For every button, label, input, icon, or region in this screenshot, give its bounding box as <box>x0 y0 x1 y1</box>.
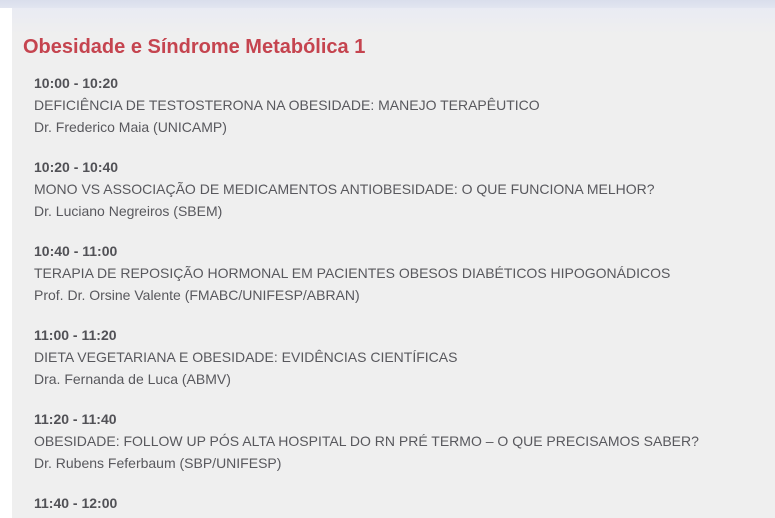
session-speaker: Dr. Luciano Negreiros (SBEM) <box>34 203 223 219</box>
session-time: 10:00 - 10:20 <box>34 75 119 91</box>
session-speaker: Dra. Fernanda de Luca (ABMV) <box>34 371 231 387</box>
session-block <box>34 408 755 474</box>
session-block <box>34 156 755 222</box>
session-time: 11:40 - 12:00 <box>34 495 118 511</box>
session-block <box>34 72 755 138</box>
top-bar <box>0 0 775 8</box>
session-block <box>34 240 755 306</box>
session-time: 11:20 - 11:40 <box>34 411 117 427</box>
session-speaker: Dr. Rubens Feferbaum (SBP/UNIFESP) <box>34 455 282 471</box>
session-talk-title: OBESIDADE: FOLLOW UP PÓS ALTA HOSPITAL DO RN PRÉ TERMO – O QUE PRECISAMOS SABER? <box>34 433 699 449</box>
session-time: 11:00 - 11:20 <box>34 327 117 343</box>
session-time: 10:20 - 10:40 <box>34 159 119 175</box>
session-speaker: Dr. Frederico Maia (UNICAMP) <box>34 119 227 135</box>
session-block <box>34 324 755 390</box>
session-talk-title: DIETA VEGETARIANA E OBESIDADE: EVIDÊNCIAS CIENTÍFICAS <box>34 349 458 365</box>
left-strip <box>0 8 12 518</box>
schedule-panel <box>12 8 775 518</box>
session-talk-title: DEFICIÊNCIA DE TESTOSTERONA NA OBESIDADE: MANEJO TERAPÊUTICO <box>34 97 540 113</box>
session-time: 10:40 - 11:00 <box>34 243 118 259</box>
session-title: Obesidade e Síndrome Metabólica 1 <box>23 36 366 58</box>
session-talk-title: MONO VS ASSOCIAÇÃO DE MEDICAMENTOS ANTIOBESIDADE: O QUE FUNCIONA MELHOR? <box>34 181 655 197</box>
session-block <box>34 492 755 514</box>
session-talk-title: TERAPIA DE REPOSIÇÃO HORMONAL EM PACIENTES OBESOS DIABÉTICOS HIPOGONÁDICOS <box>34 265 671 281</box>
session-speaker: Prof. Dr. Orsine Valente (FMABC/UNIFESP/ABRAN) <box>34 287 360 303</box>
